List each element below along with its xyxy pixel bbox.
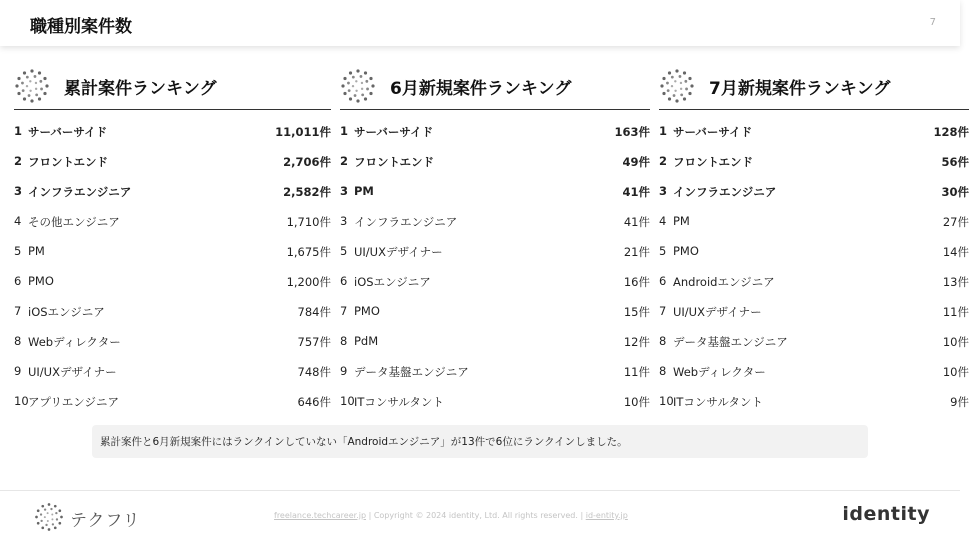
footer-links — [274, 511, 628, 520]
ranking-row — [340, 296, 650, 326]
job-type-name: アプリエンジニア — [28, 395, 120, 409]
rank-number: 10 — [659, 394, 674, 408]
job-count: 748件 — [297, 365, 331, 379]
rank-number: 2 — [14, 154, 23, 168]
ranking-row — [14, 236, 331, 266]
rank-number: 9 — [340, 364, 348, 378]
job-type-name: PMO — [354, 304, 380, 318]
job-count: 14件 — [942, 245, 969, 259]
job-count: 1,200件 — [286, 275, 331, 289]
rank-number: 8 — [340, 334, 348, 348]
ranking-list — [659, 116, 969, 416]
job-count: 56件 — [941, 155, 969, 169]
ranking-row — [659, 236, 969, 266]
panel-header — [340, 66, 650, 110]
ranking-row — [340, 386, 650, 416]
job-type-name: フロントエンド — [673, 155, 754, 169]
rank-number: 5 — [14, 244, 22, 258]
job-type-name: データ基盤エンジニア — [673, 335, 788, 349]
job-count: 11,011件 — [275, 125, 331, 139]
ranking-panel-july — [659, 66, 969, 416]
job-count: 41件 — [623, 215, 650, 229]
job-count: 1,675件 — [286, 245, 331, 259]
rank-number: 10 — [14, 394, 29, 408]
job-count: 16件 — [623, 275, 650, 289]
job-count: 2,706件 — [283, 155, 331, 169]
rank-number: 9 — [14, 364, 22, 378]
panel-header — [659, 66, 969, 110]
rank-number: 1 — [14, 124, 23, 138]
job-type-name: その他エンジニア — [28, 215, 120, 229]
rank-number: 5 — [659, 244, 667, 258]
job-count: 15件 — [623, 305, 650, 319]
job-count: 11件 — [623, 365, 650, 379]
job-type-name: iOSエンジニア — [28, 305, 105, 319]
job-type-name: PM — [673, 214, 690, 228]
ranking-row — [14, 266, 331, 296]
identity-logo: identity — [842, 503, 930, 525]
ranking-row — [340, 176, 650, 206]
ranking-row — [14, 356, 331, 386]
panel-title: 7月新規案件ランキング — [709, 79, 891, 99]
ranking-list — [340, 116, 650, 416]
ranking-row — [659, 386, 969, 416]
rank-number: 6 — [659, 274, 667, 288]
ranking-row — [340, 356, 650, 386]
dotted-circle-logo-icon — [659, 68, 695, 104]
job-count: 646件 — [297, 395, 331, 409]
job-type-name: UI/UXデザイナー — [673, 305, 762, 319]
job-type-name: サーバーサイド — [28, 125, 108, 139]
footer-brand: テクフリ — [70, 511, 141, 531]
rank-number: 7 — [14, 304, 22, 318]
panel-title: 累計案件ランキング — [64, 79, 217, 99]
rank-number: 6 — [14, 274, 22, 288]
footer-copyright: Copyright © 2024 identity, Ltd. All rights reserved. — [373, 511, 578, 520]
rank-number: 4 — [14, 214, 22, 228]
job-type-name: PMO — [673, 244, 699, 258]
rank-number: 5 — [340, 244, 348, 258]
job-type-name: ITコンサルタント — [673, 395, 763, 409]
rank-number: 6 — [340, 274, 348, 288]
job-type-name: ITコンサルタント — [354, 395, 444, 409]
footer-separator: | — [580, 511, 584, 520]
job-type-name: PM — [354, 184, 374, 198]
job-count: 9件 — [950, 395, 969, 409]
job-type-name: インフラエンジニア — [28, 185, 132, 199]
ranking-panel-june — [340, 66, 650, 416]
job-type-name: サーバーサイド — [354, 125, 434, 139]
job-type-name: UI/UXデザイナー — [28, 365, 117, 379]
rank-number: 1 — [659, 124, 668, 138]
rank-number: 10 — [340, 394, 355, 408]
job-count: 128件 — [933, 125, 969, 139]
ranking-row — [659, 266, 969, 296]
ranking-row — [14, 386, 331, 416]
ranking-list — [14, 116, 331, 416]
job-count: 13件 — [942, 275, 969, 289]
job-type-name: フロントエンド — [354, 155, 435, 169]
ranking-row — [659, 176, 969, 206]
note-box: 累計案件と6月新規案件にはランクインしていない「Androidエンジニア」が13件で6位にランクインしました。 — [92, 425, 868, 458]
job-type-name: インフラエンジニア — [354, 215, 458, 229]
ranking-row — [659, 356, 969, 386]
ranking-row — [659, 116, 969, 146]
job-type-name: Androidエンジニア — [673, 275, 775, 289]
dotted-circle-logo-icon — [34, 502, 64, 532]
footer-link-techcareer[interactable]: freelance.techcareer.jp — [274, 511, 367, 520]
ranking-row — [659, 296, 969, 326]
job-type-name: UI/UXデザイナー — [354, 245, 443, 259]
ranking-row — [340, 236, 650, 266]
footer-link-identity[interactable]: id-entity.jp — [585, 511, 628, 520]
job-count: 163件 — [614, 125, 650, 139]
ranking-row — [340, 266, 650, 296]
job-type-name: インフラエンジニア — [673, 185, 777, 199]
page-number: 7 — [929, 17, 936, 28]
ranking-row — [659, 326, 969, 356]
job-count: 27件 — [942, 215, 969, 229]
panel-title: 6月新規案件ランキング — [390, 79, 572, 99]
ranking-row — [659, 146, 969, 176]
ranking-row — [14, 176, 331, 206]
job-count: 1,710件 — [286, 215, 331, 229]
job-count: 784件 — [297, 305, 331, 319]
job-count: 10件 — [623, 395, 650, 409]
ranking-row — [14, 206, 331, 236]
ranking-row — [14, 146, 331, 176]
panel-header — [14, 66, 331, 110]
footer-divider — [0, 490, 960, 491]
slide-header — [0, 0, 960, 46]
rank-number: 7 — [659, 304, 667, 318]
ranking-row — [340, 326, 650, 356]
rank-number: 7 — [340, 304, 348, 318]
rank-number: 2 — [659, 154, 668, 168]
job-count: 30件 — [941, 185, 969, 199]
job-type-name: PdM — [354, 334, 379, 348]
dotted-circle-logo-icon — [340, 68, 376, 104]
ranking-row — [340, 146, 650, 176]
ranking-row — [340, 116, 650, 146]
rank-number: 3 — [659, 184, 668, 198]
job-count: 10件 — [942, 365, 969, 379]
job-type-name: PMO — [28, 274, 54, 288]
ranking-row — [659, 206, 969, 236]
ranking-panel-cumulative — [14, 66, 331, 416]
rank-number: 1 — [340, 124, 349, 138]
ranking-row — [14, 326, 331, 356]
rank-number: 8 — [14, 334, 22, 348]
job-type-name: データ基盤エンジニア — [354, 365, 469, 379]
job-count: 10件 — [942, 335, 969, 349]
job-type-name: iOSエンジニア — [354, 275, 431, 289]
footer-separator: | — [368, 511, 372, 520]
ranking-row — [14, 116, 331, 146]
rank-number: 3 — [340, 184, 349, 198]
job-count: 757件 — [297, 335, 331, 349]
job-count: 21件 — [623, 245, 650, 259]
rank-number: 2 — [340, 154, 349, 168]
dotted-circle-logo-icon — [14, 68, 50, 104]
rank-number: 3 — [14, 184, 23, 198]
job-count: 41件 — [622, 185, 650, 199]
job-type-name: Webディレクター — [28, 335, 121, 349]
job-type-name: サーバーサイド — [673, 125, 753, 139]
rank-number: 8 — [659, 364, 667, 378]
job-type-name: フロントエンド — [28, 155, 109, 169]
job-count: 12件 — [623, 335, 650, 349]
rank-number: 3 — [340, 214, 348, 228]
job-count: 11件 — [942, 305, 969, 319]
job-count: 2,582件 — [283, 185, 331, 199]
job-type-name: Webディレクター — [673, 365, 766, 379]
ranking-row — [340, 206, 650, 236]
job-count: 49件 — [622, 155, 650, 169]
ranking-row — [14, 296, 331, 326]
page-title: 職種別案件数 — [30, 17, 132, 37]
rank-number: 8 — [659, 334, 667, 348]
rank-number: 4 — [659, 214, 667, 228]
job-type-name: PM — [28, 244, 45, 258]
